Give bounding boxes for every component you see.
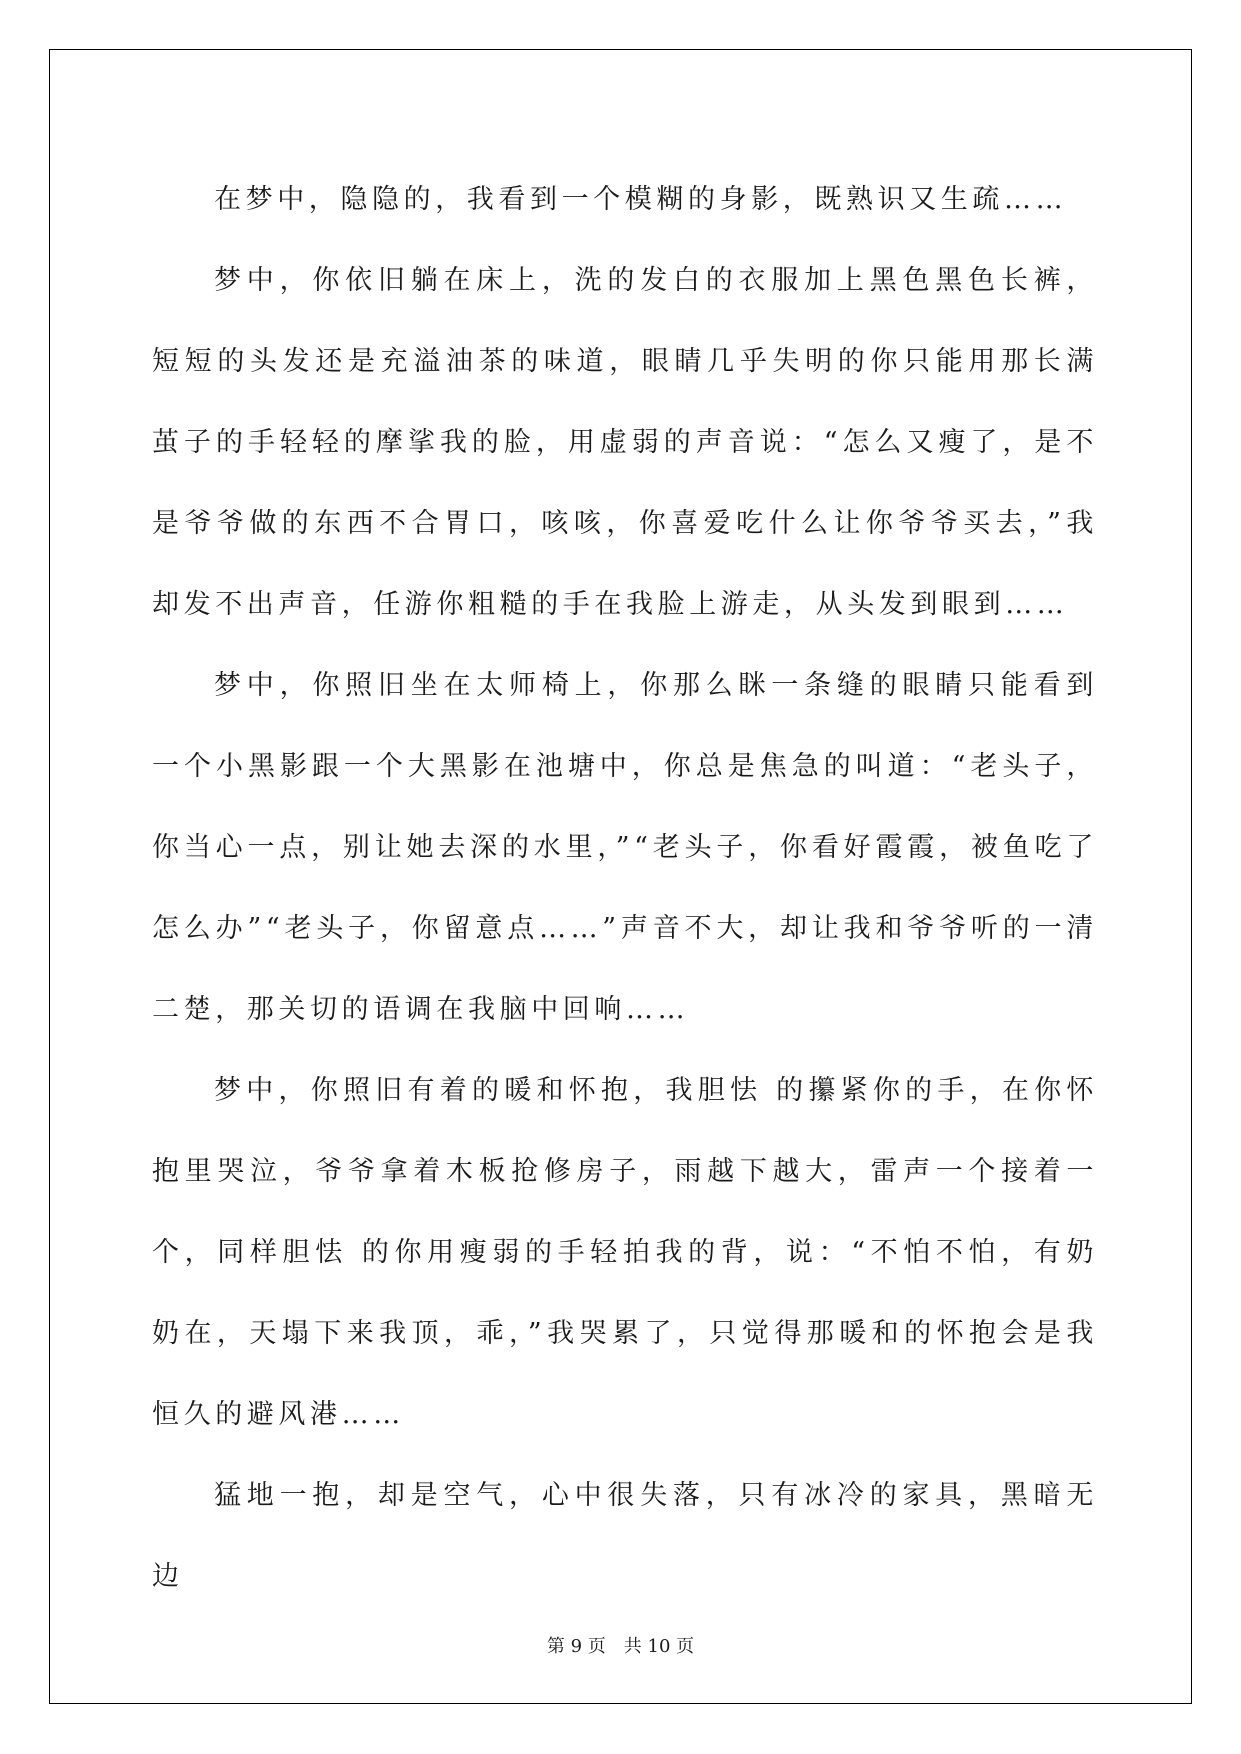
paragraph-3: 梦中，你照旧坐在太师椅上，你那么眯一条缝的眼睛只能看到一个小黑影跟一个大黑影在池塘中，你总是焦急的叫道：“老头子，你当心一点，别让她去深的水里，”“老头子，你看好霞霞，被鱼吃了怎么办”“老头子，你留意点……”声音不大，却让我和爷爷听的一清二楚，那关切的语调在我脑中回响…… (152, 670, 1098, 1025)
paragraph-4: 梦中，你照旧有着的暖和怀抱，我胆怯 的攥紧你的手，在你怀抱里哭泣，爷爷拿着木板抢修房子，雨越下越大，雷声一个接着一个，同样胆怯 的你用瘦弱的手轻拍我的背，说：“不怕不怕，有奶奶在，天塌下来我顶，乖，”我哭累了，只觉得那暖和的怀抱会是我恒久的避风港…… (152, 1075, 1098, 1430)
paragraph-1: 在梦中，隐隐的，我看到一个模糊的身影，既熟识又生疏…… (214, 184, 1068, 215)
paragraph-5: 猛地一抱，却是空气，心中很失落，只有冰冷的家具，黑暗无边 (152, 1480, 1098, 1592)
paragraph-2: 梦中，你依旧躺在床上，洗的发白的衣服加上黑色黑色长裤，短短的头发还是充溢油茶的味道，眼睛几乎失明的你只能用那长满茧子的手轻轻的摩挲我的脸，用虚弱的声音说：“怎么又瘦了，是不是爷爷做的东西不合胃口，咳咳，你喜爱吃什么让你爷爷买去，”我却发不出声音，任游你粗糙的手在我脸上游走，从头发到眼到…… (152, 265, 1098, 620)
page-number-footer: 第 9 页 共 10 页 (546, 1636, 695, 1657)
document-body (152, 159, 1098, 1617)
